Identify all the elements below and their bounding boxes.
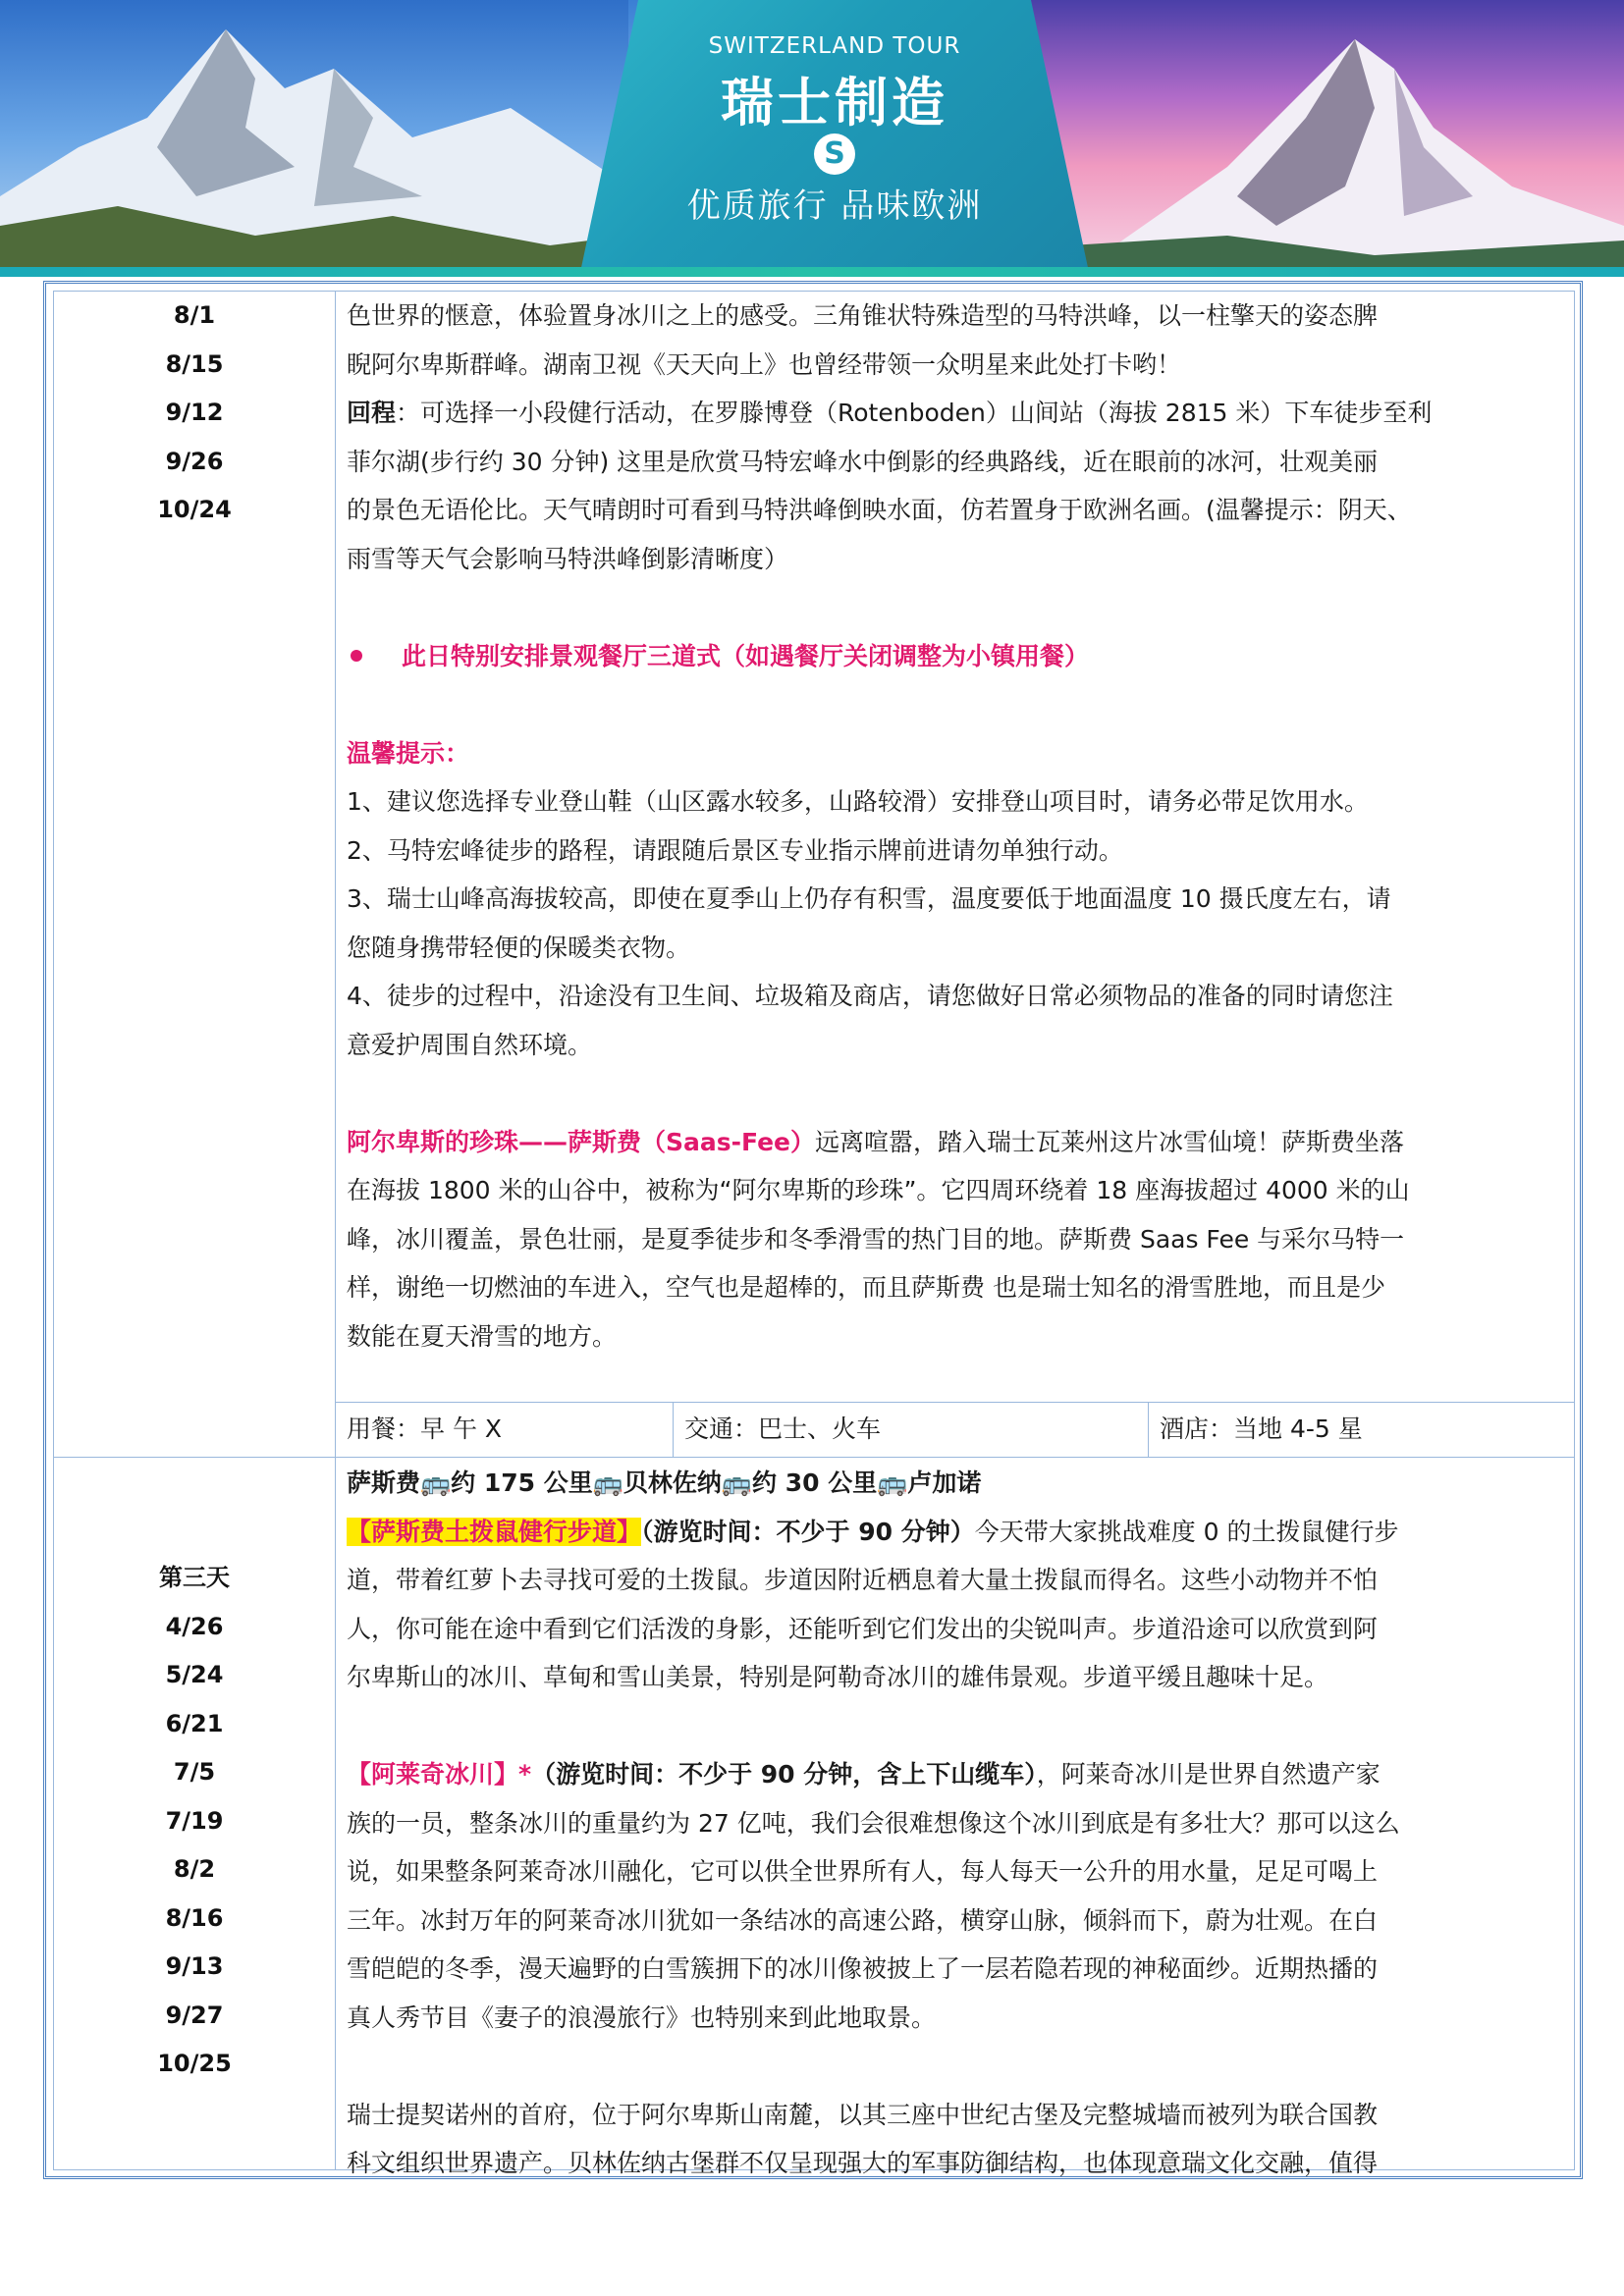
tip-line: 1、建议您选择专业登山鞋（山区露水较多，山路较滑）安排登山项目时，请务必带足饮用水。 bbox=[347, 787, 1369, 816]
tip-line: 您随身携带轻便的保暖类衣物。 bbox=[347, 933, 691, 962]
text-line: 科文组织世界遗产。贝林佐纳古堡群不仅呈现强大的军事防御结构，也体现意瑞文化交融，值得 bbox=[347, 2149, 1379, 2177]
saas-fee-label: 阿尔卑斯的珍珠——萨斯费（Saas-Fee） bbox=[347, 1127, 815, 1156]
text-line: 族的一员，整条冰川的重量约为 27 亿吨，我们会很难想像这个冰川到底是有多壮大？那可以这么 bbox=[347, 1808, 1400, 1838]
date-item: 9/27 bbox=[165, 2001, 224, 2029]
day3-content bbox=[347, 1459, 1564, 2188]
date-item: 10/25 bbox=[157, 2050, 232, 2077]
day-label: 第三天 bbox=[159, 1564, 230, 1591]
text-line: 说，如果整条阿莱奇冰川融化，它可以供全世界所有人，每人每天一公升的用水量，足足可喝上 bbox=[347, 1857, 1379, 1886]
column-divider bbox=[335, 292, 336, 2169]
tip-line: 3、瑞士山峰高海拔较高，即使在夏季山上仍存有积雪，温度要低于地面温度 10 摄氏度左右，请 bbox=[347, 884, 1391, 913]
text-line: 尔卑斯山的冰川、草甸和雪山美景，特别是阿勒奇冰川的雄伟景观。步道平缓且趣味十足。 bbox=[347, 1663, 1329, 1691]
tip-line: 意爱护周围自然环境。 bbox=[347, 1030, 593, 1059]
date-item: 7/19 bbox=[165, 1806, 224, 1835]
date-item: 5/24 bbox=[165, 1661, 224, 1688]
cell-divider bbox=[673, 1402, 674, 1457]
text-line: 数能在夏天滑雪的地方。 bbox=[347, 1321, 618, 1351]
bus-icon: 🚌 bbox=[592, 1468, 623, 1497]
glacier-paragraph: 【阿莱奇冰川】*（游览时间：不少于 90 分钟，含上下山缆车），阿莱奇冰川是世界自然遗产家 bbox=[347, 1760, 1380, 1789]
banner-slogan: 优质旅行 品味欧洲 bbox=[686, 187, 983, 226]
itinerary-table bbox=[53, 291, 1575, 2177]
text-line: 真人秀节目《妻子的浪漫旅行》也特别来到此地取景。 bbox=[347, 2002, 937, 2032]
return-label: 回程 bbox=[347, 399, 397, 427]
date-item: 4/26 bbox=[165, 1612, 224, 1640]
text-line: 的景色无语伦比。天气晴朗时可看到马特洪峰倒映水面，仿若置身于欧洲名画。(温馨提示：阴天、 bbox=[347, 496, 1412, 524]
text-line: 道，带着红萝卜去寻找可爱的土拨鼠。步道因附近栖息着大量土拨鼠而得名。这些小动物并不怕 bbox=[347, 1566, 1379, 1594]
text-line: 峰，冰川覆盖，景色壮丽，是夏季徒步和冬季滑雪的热门目的地。萨斯费 Saas Fee 与采尔马特一 bbox=[347, 1224, 1405, 1254]
return-paragraph: 回程：可选择一小段健行活动，在罗滕博登（Rotenboden）山间站（海拔 2815 米）下车徒步至利 bbox=[347, 399, 1433, 427]
saas-fee-paragraph: 阿尔卑斯的珍珠——萨斯费（Saas-Fee）远离喧嚣，踏入瑞士瓦莱州这片冰雪仙境！萨斯费坐落 bbox=[347, 1127, 1404, 1156]
transport-cell: 交通：巴士、火车 bbox=[684, 1415, 882, 1443]
meals-cell: 用餐：早 午 X bbox=[347, 1415, 503, 1443]
text-line: 三年。冰封万年的阿莱奇冰川犹如一条结冰的高速公路，横穿山脉，倾斜而下，蔚为壮观。在白 bbox=[347, 1905, 1379, 1935]
day2-content bbox=[347, 292, 1564, 1361]
bus-icon: 🚌 bbox=[721, 1468, 753, 1497]
date-item: 9/13 bbox=[165, 1952, 224, 1980]
tip-line: 2、马特宏峰徒步的路程，请跟随后景区专业指示牌前进请勿单独行动。 bbox=[347, 835, 1123, 865]
text-line: 瑞士提契诺州的首府，位于阿尔卑斯山南麓，以其三座中世纪古堡及完整城墙而被列为联合国教 bbox=[347, 2100, 1379, 2129]
cell-divider bbox=[1148, 1402, 1149, 1457]
tips-title: 温馨提示： bbox=[347, 738, 470, 768]
special-meal-note: 此日特别安排景观餐厅三道式（如遇餐厅关闭调整为小镇用餐） bbox=[347, 632, 1564, 681]
logo-icon: S bbox=[814, 133, 855, 175]
day3-dates bbox=[54, 1554, 335, 2089]
text-line: 人，你可能在途中看到它们活泼的身影，还能听到它们发出的尖锐叫声。步道沿途可以欣赏到阿 bbox=[347, 1614, 1379, 1643]
bus-icon: 🚌 bbox=[420, 1468, 452, 1497]
glacier-label: 【阿莱奇冰川】* bbox=[347, 1760, 532, 1789]
banner-divider bbox=[0, 267, 1624, 277]
date-item: 9/26 bbox=[165, 447, 224, 475]
date-item: 8/1 bbox=[173, 301, 216, 329]
trail-label: 【萨斯费土拨鼠健行步道】 bbox=[347, 1517, 642, 1546]
row-divider bbox=[54, 1457, 1574, 1458]
trail-paragraph: 【萨斯费土拨鼠健行步道】（游览时间：不少于 90 分钟）今天带大家挑战难度 0 的土拨鼠健行步 bbox=[347, 1517, 1399, 1546]
banner-subtitle: SWITZERLAND TOUR bbox=[708, 33, 961, 59]
date-item: 8/2 bbox=[173, 1855, 216, 1883]
text-line: 雪皑皑的冬季，漫天遍野的白雪簇拥下的冰川像被披上了一层若隐若现的神秘面纱。近期热播的 bbox=[347, 1954, 1379, 1983]
itinerary-frame bbox=[43, 281, 1583, 2179]
text-line: 样，谢绝一切燃油的车进入，空气也是超棒的，而且萨斯费 也是瑞士知名的滑雪胜地，而且是少 bbox=[347, 1273, 1385, 1302]
tip-line: 4、徒步的过程中，沿途没有卫生间、垃圾箱及商店，请您做好日常必须物品的准备的同时请您注 bbox=[347, 982, 1393, 1010]
route-line: 萨斯费🚌约 175 公里🚌贝林佐纳🚌约 30 公里🚌卢加诺 bbox=[347, 1468, 982, 1497]
hotel-cell: 酒店：当地 4-5 星 bbox=[1160, 1415, 1363, 1443]
text-line: 雨雪等天气会影响马特洪峰倒影清晰度） bbox=[347, 544, 789, 573]
text-line: 在海拔 1800 米的山谷中，被称为“阿尔卑斯的珍珠”。它四周环绕着 18 座海拔超过 4000 米的山 bbox=[347, 1176, 1410, 1204]
date-item: 8/15 bbox=[165, 349, 224, 378]
date-item: 9/12 bbox=[165, 399, 224, 426]
bullet-icon bbox=[351, 650, 362, 662]
day2-dates bbox=[54, 292, 335, 535]
text-line: 菲尔湖(步行约 30 分钟) 这里是欣赏马特宏峰水中倒影的经典路线，近在眼前的冰河，壮观美丽 bbox=[347, 447, 1379, 476]
bus-icon: 🚌 bbox=[877, 1468, 908, 1497]
text-line: 色世界的惬意，体验置身冰川之上的感受。三角锥状特殊造型的马特洪峰，以一柱擎天的姿态脾 bbox=[347, 301, 1379, 330]
banner-title: 瑞士制造 bbox=[721, 72, 948, 133]
date-item: 7/5 bbox=[173, 1758, 216, 1786]
header-banner bbox=[0, 0, 1624, 277]
date-item: 6/21 bbox=[165, 1709, 224, 1737]
text-line: 睨阿尔卑斯群峰。湖南卫视《天天向上》也曾经带领一众明星来此处打卡哟！ bbox=[347, 349, 1182, 379]
date-item: 10/24 bbox=[157, 496, 232, 523]
date-item: 8/16 bbox=[165, 1903, 224, 1932]
